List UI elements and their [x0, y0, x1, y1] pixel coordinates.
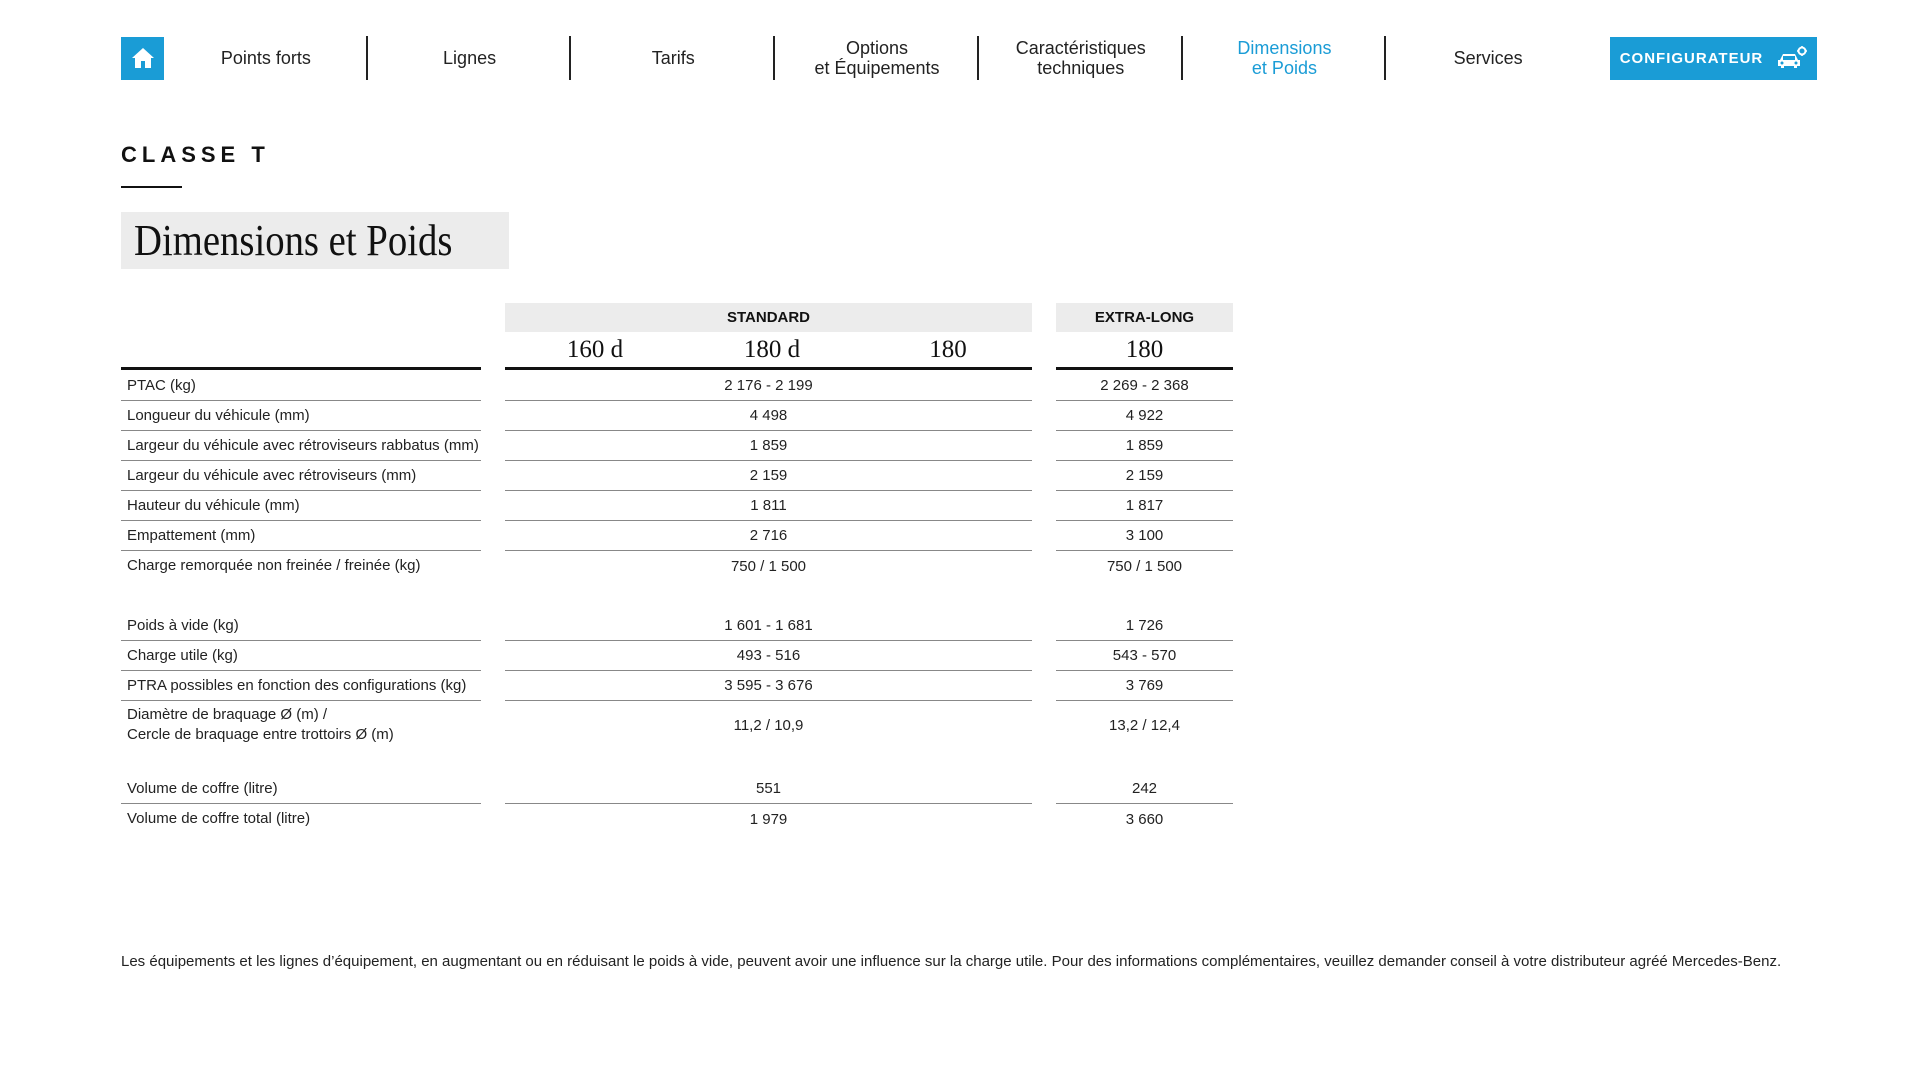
value-standard: 493 - 516	[505, 641, 1032, 671]
page-title: Dimensions et Poids	[134, 216, 453, 265]
value-standard: 750 / 1 500	[730, 557, 807, 575]
model-header: 180	[929, 336, 967, 363]
row-label: Charge remorquée non freinée / freinée (kg)	[127, 557, 421, 574]
group-header-standard: STANDARD	[505, 303, 1032, 332]
model-header: 180	[1125, 336, 1164, 363]
section-underline	[121, 186, 182, 188]
value-standard: 2 159	[505, 461, 1032, 491]
table-row	[0, 371, 1240, 401]
value-extra-long: 13,2 / 12,4	[1109, 716, 1180, 734]
page-title-box	[121, 212, 509, 269]
value-standard: 1 811	[505, 491, 1032, 521]
row-label-line: Cercle de braquage entre trottoirs Ø (m)	[127, 726, 394, 743]
row-label: Volume de coffre (litre)	[121, 774, 481, 804]
row-label: Longueur du véhicule (mm)	[121, 401, 481, 431]
table-row	[0, 491, 1240, 521]
row-label: Largeur du véhicule avec rétroviseurs rabbatus (mm)	[121, 431, 481, 461]
car-config-icon	[1777, 46, 1807, 70]
header-rule	[1056, 367, 1233, 370]
section-label: CLASSE T	[121, 142, 270, 167]
table-row	[0, 641, 1240, 671]
table-row	[0, 774, 1240, 804]
value-extra-long: 2 159	[1056, 461, 1233, 491]
value-standard: 1 979	[749, 810, 788, 828]
row-label: Charge utile (kg)	[121, 641, 481, 671]
table-row	[0, 611, 1240, 641]
value-standard: 551	[505, 774, 1032, 804]
value-standard: 2 716	[505, 521, 1032, 551]
table-row	[0, 551, 1240, 581]
value-standard: 1 601 - 1 681	[505, 611, 1032, 641]
table-row	[0, 431, 1240, 461]
value-extra-long: 1 859	[1056, 431, 1233, 461]
table-row	[0, 461, 1240, 491]
nav-item-points-forts[interactable]: Points forts	[164, 36, 368, 80]
value-extra-long: 3 660	[1125, 810, 1164, 828]
table-row	[0, 401, 1240, 431]
header-rule	[505, 367, 1032, 370]
value-extra-long: 3 769	[1056, 671, 1233, 701]
value-extra-long: 242	[1056, 774, 1233, 804]
nav-item-dimensions[interactable]: Dimensions et Poids	[1183, 36, 1387, 80]
value-extra-long: 1 726	[1056, 611, 1233, 641]
group-header-extra-long: EXTRA-LONG	[1056, 303, 1233, 332]
value-extra-long: 750 / 1 500	[1106, 557, 1183, 575]
configurator-button[interactable]	[1610, 37, 1817, 80]
row-label: PTRA possibles en fonction des configurations (kg)	[121, 671, 481, 701]
row-label: PTAC (kg)	[121, 371, 481, 401]
value-standard: 4 498	[505, 401, 1032, 431]
table-row	[0, 671, 1240, 701]
row-label: Hauteur du véhicule (mm)	[121, 491, 481, 521]
row-label-line: Diamètre de braquage Ø (m) /	[127, 706, 328, 723]
value-extra-long: 3 100	[1056, 521, 1233, 551]
value-standard: 1 859	[505, 431, 1032, 461]
value-extra-long: 1 817	[1056, 491, 1233, 521]
nav-item-tarifs[interactable]: Tarifs	[571, 36, 775, 80]
configurator-label: CONFIGURATEUR	[1619, 49, 1764, 67]
header-rule	[121, 367, 481, 370]
home-button[interactable]	[121, 37, 164, 80]
footnote: Les équipements et les lignes d’équipement, en augmentant ou en réduisant le poids à vide, peuvent avoir une influence sur la charge utile. Pour des informations complémentaires, veuillez demander conseil à votre distributeur agréé Mercedes-Benz.	[121, 953, 1782, 970]
value-standard: 3 595 - 3 676	[505, 671, 1032, 701]
model-header: 180 d	[743, 336, 801, 363]
table-row	[0, 702, 1240, 748]
model-header: 160 d	[566, 336, 624, 363]
nav-item-services[interactable]: Services	[1453, 48, 1523, 68]
top-navigation	[121, 36, 1817, 80]
value-standard: 2 176 - 2 199	[505, 371, 1032, 401]
row-label: Poids à vide (kg)	[121, 611, 481, 641]
nav-item-options[interactable]: Options et Équipements	[775, 36, 979, 80]
nav-item-caracteristiques[interactable]: Caractéristiques techniques	[979, 36, 1183, 80]
table-row	[0, 804, 1240, 834]
nav-items	[164, 36, 1590, 80]
row-label	[121, 702, 481, 748]
value-extra-long: 2 269 - 2 368	[1056, 371, 1233, 401]
row-label: Volume de coffre total (litre)	[127, 810, 311, 827]
home-icon	[131, 47, 155, 69]
value-extra-long: 543 - 570	[1056, 641, 1233, 671]
value-standard: 11,2 / 10,9	[733, 716, 804, 734]
table-row	[0, 521, 1240, 551]
value-extra-long: 4 922	[1056, 401, 1233, 431]
row-label: Largeur du véhicule avec rétroviseurs (mm)	[121, 461, 481, 491]
row-label: Empattement (mm)	[121, 521, 481, 551]
nav-item-lignes[interactable]: Lignes	[368, 36, 572, 80]
